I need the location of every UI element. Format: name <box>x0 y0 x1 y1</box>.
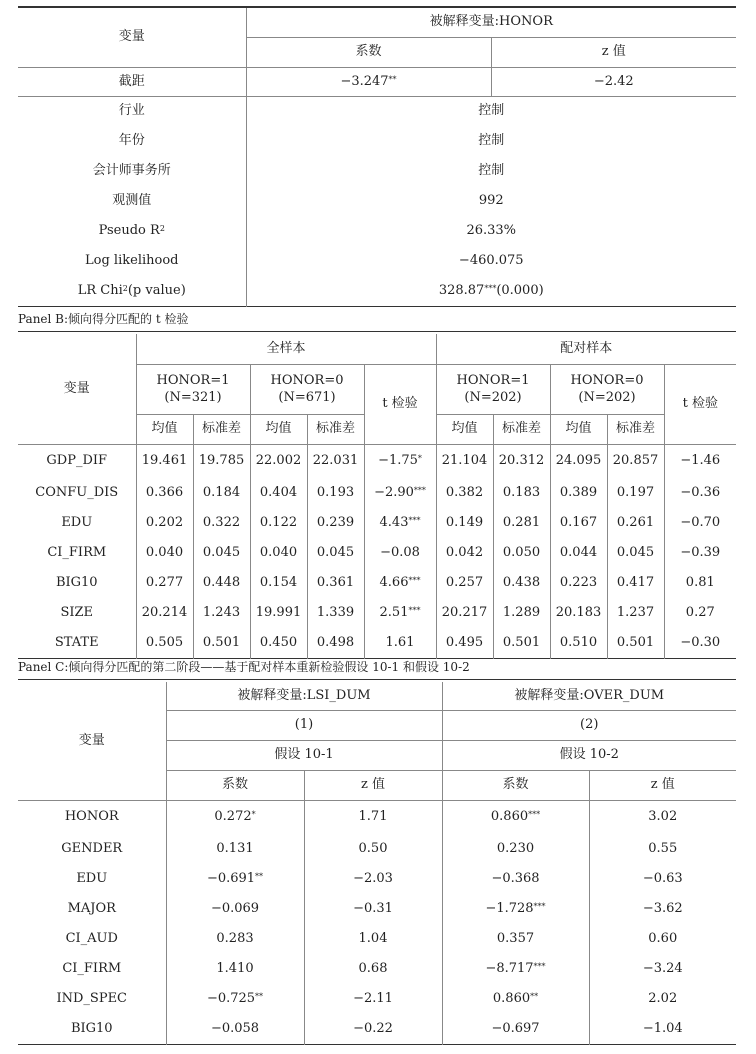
full-honor1-header: HONOR=1 (N=321) <box>136 364 250 414</box>
variable-name: CI_FIRM <box>62 961 122 976</box>
matched-sample-header: 配对样本 <box>436 334 736 364</box>
model2-coef: 0.860*** <box>442 800 589 834</box>
match-honor1-sd: 0.183 <box>493 478 550 508</box>
dep-var-lsi: 被解释变量:LSI_DUM <box>166 682 442 710</box>
full-honor0-mean: 0.404 <box>250 478 307 508</box>
match-honor0-header: HONOR=0 (N=202) <box>550 364 664 414</box>
table-row <box>18 864 736 894</box>
full-honor0-mean: 0.450 <box>250 628 307 658</box>
table-row <box>18 444 736 478</box>
hypothesis-1-label: 假设 10-1 <box>166 740 442 770</box>
row-value: 控制 <box>246 96 736 126</box>
match-honor1-mean: 0.257 <box>436 568 493 598</box>
full-honor1-sd: 0.448 <box>193 568 250 598</box>
match-honor1-mean: 20.217 <box>436 598 493 628</box>
full-t-value: 4.66*** <box>364 568 436 598</box>
match-honor0-sd: 0.417 <box>607 568 664 598</box>
lr-chi2-label: LR Chi$^2$(p value) <box>77 282 186 298</box>
model2-z: −3.62 <box>589 894 736 924</box>
full-honor1-mean: 0.505 <box>136 628 193 658</box>
variable-name: EDU <box>61 515 93 530</box>
full-honor0-sd: 0.045 <box>307 538 364 568</box>
variable-name: BIG10 <box>55 575 98 590</box>
row-value: 992 <box>246 186 736 216</box>
match-honor0-mean: 20.183 <box>550 598 607 628</box>
variable-name: HONOR <box>64 809 119 825</box>
full-honor1-mean: 0.202 <box>136 508 193 538</box>
panel-c-var-header: 变量 <box>18 682 166 800</box>
dep-var-over: 被解释变量:OVER_DUM <box>442 682 736 710</box>
mean-header: 均值 <box>136 414 193 444</box>
full-honor1-sd: 1.243 <box>193 598 250 628</box>
variable-name: CONFU_DIS <box>35 485 119 500</box>
variable-name: IND_SPEC <box>56 991 128 1006</box>
table-row <box>18 894 736 924</box>
variable-name: MAJOR <box>67 901 116 916</box>
match-t-value: −0.70 <box>664 508 736 538</box>
model1-coef: 0.131 <box>166 834 304 864</box>
full-honor1-mean: 20.214 <box>136 598 193 628</box>
table-row <box>18 924 736 954</box>
variable-name: CI_AUD <box>65 931 118 946</box>
row-label: 行业 <box>118 103 145 119</box>
full-honor0-sd: 22.031 <box>307 444 364 478</box>
match-t-value: 0.81 <box>664 568 736 598</box>
match-t-value: −0.36 <box>664 478 736 508</box>
match-honor0-mean: 0.223 <box>550 568 607 598</box>
full-honor0-mean: 22.002 <box>250 444 307 478</box>
full-honor1-sd: 0.045 <box>193 538 250 568</box>
panel-a-var-header: 变量 <box>18 7 246 67</box>
model2-coef: −0.697 <box>442 1014 589 1044</box>
hypothesis-2-label: 假设 10-2 <box>442 740 736 770</box>
lr-chi2-value: 328.87***(0.000) <box>246 276 736 306</box>
match-honor0-mean: 24.095 <box>550 444 607 478</box>
full-t-test-header: t 检验 <box>364 364 436 444</box>
coef-header: 系数 <box>442 770 589 800</box>
model2-coef: 0.860** <box>442 984 589 1014</box>
intercept-coef: −3.247** <box>246 67 491 96</box>
model1-z: −0.31 <box>304 894 442 924</box>
row-value: −460.075 <box>246 246 736 276</box>
row-value: 控制 <box>246 156 736 186</box>
z-header: z 值 <box>304 770 442 800</box>
model1-z: −2.11 <box>304 984 442 1014</box>
panel-c-table <box>18 682 736 1045</box>
match-honor0-sd: 0.197 <box>607 478 664 508</box>
row-label: 年份 <box>118 133 145 148</box>
full-honor0-sd: 0.361 <box>307 568 364 598</box>
full-t-value: 4.43*** <box>364 508 436 538</box>
sd-header: 标准差 <box>607 414 664 444</box>
row-label: 会计师事务所 <box>92 163 171 178</box>
table-row <box>18 834 736 864</box>
match-honor1-mean: 0.382 <box>436 478 493 508</box>
full-honor0-mean: 0.040 <box>250 538 307 568</box>
full-honor0-sd: 0.498 <box>307 628 364 658</box>
model-2-label: (2) <box>442 710 736 740</box>
model2-z: −1.04 <box>589 1014 736 1044</box>
panel-a-dep-var: 被解释变量:HONOR <box>246 7 736 37</box>
match-honor1-sd: 20.312 <box>493 444 550 478</box>
match-honor1-mean: 0.495 <box>436 628 493 658</box>
match-honor0-mean: 0.389 <box>550 478 607 508</box>
model1-z: 1.04 <box>304 924 442 954</box>
match-honor0-sd: 0.501 <box>607 628 664 658</box>
full-t-value: −1.75* <box>364 444 436 478</box>
match-t-value: −1.46 <box>664 444 736 478</box>
model2-z: 3.02 <box>589 800 736 834</box>
model1-coef: 1.410 <box>166 954 304 984</box>
model2-z: 0.60 <box>589 924 736 954</box>
full-honor0-header: HONOR=0 (N=671) <box>250 364 364 414</box>
table-row <box>18 954 736 984</box>
match-honor1-sd: 0.050 <box>493 538 550 568</box>
row-value: 26.33% <box>246 216 736 246</box>
match-honor0-sd: 20.857 <box>607 444 664 478</box>
model2-coef: 0.357 <box>442 924 589 954</box>
full-t-value: −2.90*** <box>364 478 436 508</box>
model1-coef: −0.691** <box>166 864 304 894</box>
table-row <box>18 478 736 508</box>
panel-a-z-header: z 值 <box>491 37 736 67</box>
variable-name: EDU <box>76 871 108 886</box>
model1-coef: 0.272* <box>166 800 304 834</box>
variable-name: CI_FIRM <box>47 545 107 560</box>
full-honor0-sd: 1.339 <box>307 598 364 628</box>
mean-header: 均值 <box>550 414 607 444</box>
match-honor0-sd: 0.261 <box>607 508 664 538</box>
panel-b-table <box>18 334 736 659</box>
z-header: z 值 <box>589 770 736 800</box>
full-sample-header: 全样本 <box>136 334 436 364</box>
full-honor0-sd: 0.193 <box>307 478 364 508</box>
table-row <box>18 800 736 834</box>
row-value: 控制 <box>246 126 736 156</box>
panel-a-coef-header: 系数 <box>246 37 491 67</box>
match-t-value: 0.27 <box>664 598 736 628</box>
row-label: 观测值 <box>112 193 152 208</box>
variable-name: STATE <box>54 634 99 650</box>
full-honor1-mean: 19.461 <box>136 444 193 478</box>
match-honor1-sd: 0.281 <box>493 508 550 538</box>
model2-coef: −8.717*** <box>442 954 589 984</box>
full-honor1-mean: 0.277 <box>136 568 193 598</box>
match-honor0-mean: 0.510 <box>550 628 607 658</box>
table-row <box>18 1014 736 1044</box>
model2-z: 0.55 <box>589 834 736 864</box>
row-label: Log likelihood <box>85 253 179 268</box>
match-honor1-header: HONOR=1 (N=202) <box>436 364 550 414</box>
full-honor1-sd: 0.184 <box>193 478 250 508</box>
full-honor1-sd: 0.501 <box>193 628 250 658</box>
panel-c-title: Panel C:倾向得分匹配的第二阶段——基于配对样本重新检验假设 10-1 和假设 10-2 <box>18 656 736 680</box>
variable-name: GENDER <box>61 841 123 856</box>
panel-b-title: Panel B:倾向得分匹配的 t 检验 <box>18 308 736 332</box>
full-honor0-sd: 0.239 <box>307 508 364 538</box>
full-honor1-sd: 0.322 <box>193 508 250 538</box>
match-honor1-mean: 21.104 <box>436 444 493 478</box>
mean-header: 均值 <box>436 414 493 444</box>
full-honor0-mean: 0.122 <box>250 508 307 538</box>
model2-coef: 0.230 <box>442 834 589 864</box>
sd-header: 标准差 <box>493 414 550 444</box>
model1-z: 1.71 <box>304 800 442 834</box>
table-row <box>18 984 736 1014</box>
model2-coef: −0.368 <box>442 864 589 894</box>
variable-name: SIZE <box>60 605 94 620</box>
match-honor0-sd: 0.045 <box>607 538 664 568</box>
panel-a-table <box>18 6 736 307</box>
full-honor1-mean: 0.366 <box>136 478 193 508</box>
match-t-test-header: t 检验 <box>664 364 736 444</box>
match-honor1-sd: 0.438 <box>493 568 550 598</box>
match-honor0-mean: 0.167 <box>550 508 607 538</box>
model1-coef: −0.058 <box>166 1014 304 1044</box>
table-row <box>18 508 736 538</box>
full-t-value: −0.08 <box>364 538 436 568</box>
table-row <box>18 568 736 598</box>
table-row <box>18 628 736 658</box>
intercept-z: −2.42 <box>491 67 736 96</box>
sd-header: 标准差 <box>193 414 250 444</box>
model2-coef: −1.728*** <box>442 894 589 924</box>
model1-coef: −0.069 <box>166 894 304 924</box>
match-honor1-mean: 0.149 <box>436 508 493 538</box>
full-honor1-mean: 0.040 <box>136 538 193 568</box>
match-honor1-sd: 1.289 <box>493 598 550 628</box>
full-t-value: 1.61 <box>364 628 436 658</box>
model1-z: −0.22 <box>304 1014 442 1044</box>
model1-z: 0.68 <box>304 954 442 984</box>
panel-b-var-header: 变量 <box>18 334 136 444</box>
match-honor1-sd: 0.501 <box>493 628 550 658</box>
intercept-label: 截距 <box>18 67 246 96</box>
table-row <box>18 598 736 628</box>
match-honor1-mean: 0.042 <box>436 538 493 568</box>
model2-z: 2.02 <box>589 984 736 1014</box>
model-1-label: (1) <box>166 710 442 740</box>
match-honor0-mean: 0.044 <box>550 538 607 568</box>
match-honor0-sd: 1.237 <box>607 598 664 628</box>
full-honor0-mean: 0.154 <box>250 568 307 598</box>
coef-header: 系数 <box>166 770 304 800</box>
sd-header: 标准差 <box>307 414 364 444</box>
model1-z: 0.50 <box>304 834 442 864</box>
match-t-value: −0.39 <box>664 538 736 568</box>
model1-z: −2.03 <box>304 864 442 894</box>
model2-z: −3.24 <box>589 954 736 984</box>
pseudo-r2-label: Pseudo $R^2$ <box>98 223 165 238</box>
match-t-value: −0.30 <box>664 628 736 658</box>
variable-name: BIG10 <box>70 1020 113 1036</box>
full-honor1-sd: 19.785 <box>193 444 250 478</box>
mean-header: 均值 <box>250 414 307 444</box>
variable-name: GDP_DIF <box>46 453 108 469</box>
table-row <box>18 538 736 568</box>
full-honor0-mean: 19.991 <box>250 598 307 628</box>
full-t-value: 2.51*** <box>364 598 436 628</box>
model1-coef: 0.283 <box>166 924 304 954</box>
model2-z: −0.63 <box>589 864 736 894</box>
model1-coef: −0.725** <box>166 984 304 1014</box>
